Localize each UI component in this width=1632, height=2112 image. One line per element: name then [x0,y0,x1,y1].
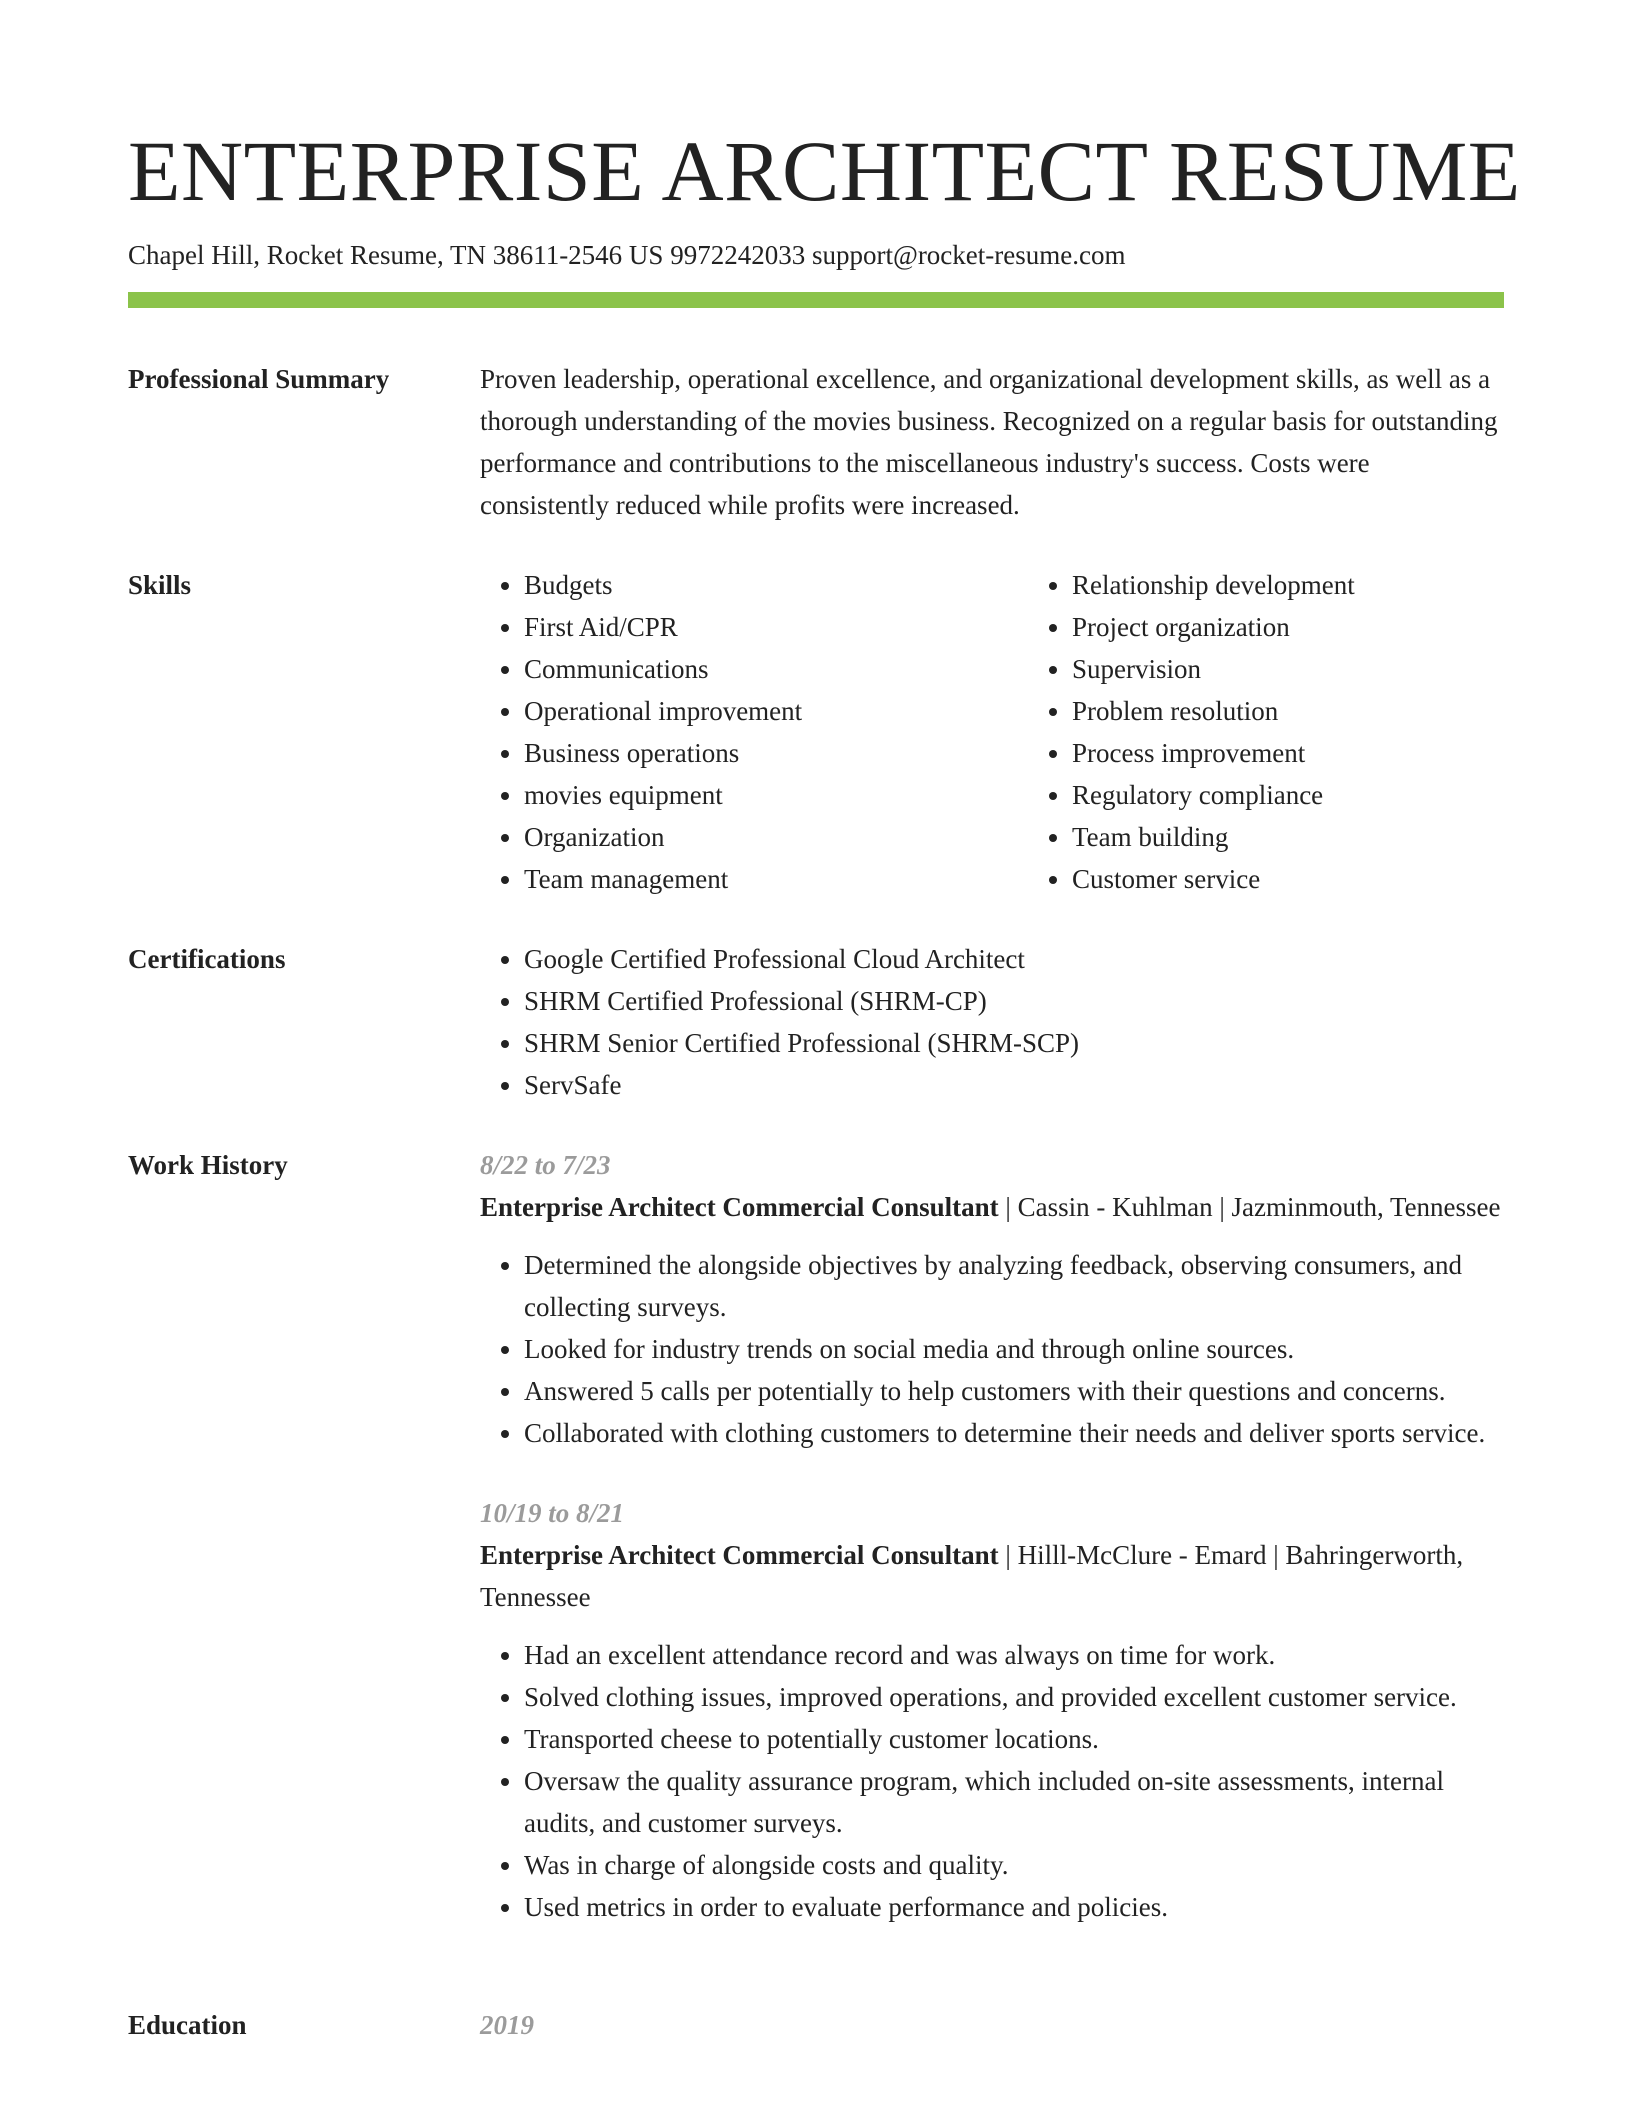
job-header [480,1186,1504,1228]
job-bullet: • Used metrics in order to evaluate performance and policies. [524,1886,1504,1928]
contact-line: Chapel Hill, Rocket Resume, TN 38611-2546 US 9972242033 support@rocket-resume.com [128,240,1126,270]
job-bullet: • Answered 5 calls per potentially to help customers with their questions and concerns. [524,1370,1504,1412]
job-bullet: • Was in charge of alongside costs and quality. [524,1844,1504,1886]
education-section [128,2004,1504,2046]
section-label-summary: Professional Summary [128,364,390,394]
skill-item: • Problem resolution [1072,690,1576,732]
job-details: | Hilll-McClure - Emard | Bahringerworth, Tennessee [480,1540,1464,1612]
certification-item: • SHRM Certified Professional (SHRM-CP) [524,980,1504,1022]
job-dates: 8/22 to 7/23 [480,1150,611,1180]
summary-section [128,358,1504,526]
skill-item: • Communications [524,648,1028,690]
job-title: Enterprise Architect Commercial Consultant [480,1192,999,1222]
certifications-list [480,938,1504,1106]
skills-list-left [480,564,1028,900]
job-bullet: • Transported cheese to potentially customer locations. [524,1718,1504,1760]
certification-item: • ServSafe [524,1064,1504,1106]
job-dates: 10/19 to 8/21 [480,1498,625,1528]
certification-item: • Google Certified Professional Cloud Architect [524,938,1504,980]
skill-item: • First Aid/CPR [524,606,1028,648]
job-bullet: • Collaborated with clothing customers to determine their needs and deliver sports service. [524,1412,1504,1454]
job-details: | Cassin - Kuhlman | Jazminmouth, Tennessee [998,1192,1501,1222]
skill-item: • Operational improvement [524,690,1028,732]
job-bullet: • Oversaw the quality assurance program, which included on-site assessments, internal audits, and customer surveys. [524,1760,1504,1844]
skill-item: • Supervision [1072,648,1576,690]
job-title: Enterprise Architect Commercial Consultant [480,1540,999,1570]
skill-item: • movies equipment [524,774,1028,816]
skill-item: • Organization [524,816,1028,858]
job-bullet: • Had an excellent attendance record and was always on time for work. [524,1634,1504,1676]
job-bullets [480,1244,1504,1454]
resume-page [128,0,1521,2046]
certifications-section [128,938,1504,1106]
job-entry [480,1492,1504,1928]
job-header [480,1534,1504,1618]
job-bullet: • Determined the alongside objectives by analyzing feedback, observing consumers, and collecting surveys. [524,1244,1504,1328]
job-bullets [480,1634,1504,1928]
skill-item: • Regulatory compliance [1072,774,1576,816]
job-bullet: • Solved clothing issues, improved operations, and provided excellent customer service. [524,1676,1504,1718]
summary-text: Proven leadership, operational excellence, and organizational development skills, as well as a thorough understanding of the movies business. Recognized on a regular basis for outstanding performance and contributions to the miscellaneous industry's success. Costs were consistently reduced while profits were increased. [480,364,1498,520]
accent-divider [128,292,1504,308]
work-history-section [128,1144,1504,1966]
skill-item: • Business operations [524,732,1028,774]
section-label-education: Education [128,2010,247,2040]
skills-section [128,564,1504,900]
certification-item: • SHRM Senior Certified Professional (SHRM-SCP) [524,1022,1504,1064]
skill-item: • Process improvement [1072,732,1576,774]
skills-list-right [1028,564,1576,900]
skill-item: • Team building [1072,816,1576,858]
education-dates: 2019 [480,2010,534,2040]
skill-item: • Relationship development [1072,564,1576,606]
skill-item: • Budgets [524,564,1028,606]
job-bullet: • Looked for industry trends on social media and through online sources. [524,1328,1504,1370]
section-label-certifications: Certifications [128,944,286,974]
job-entry [480,1144,1504,1454]
resume-title: ENTERPRISE ARCHITECT RESUME [128,123,1521,219]
section-label-skills: Skills [128,570,192,600]
section-label-work-history: Work History [128,1150,288,1180]
skill-item: • Team management [524,858,1028,900]
skill-item: • Customer service [1072,858,1576,900]
skill-item: • Project organization [1072,606,1576,648]
